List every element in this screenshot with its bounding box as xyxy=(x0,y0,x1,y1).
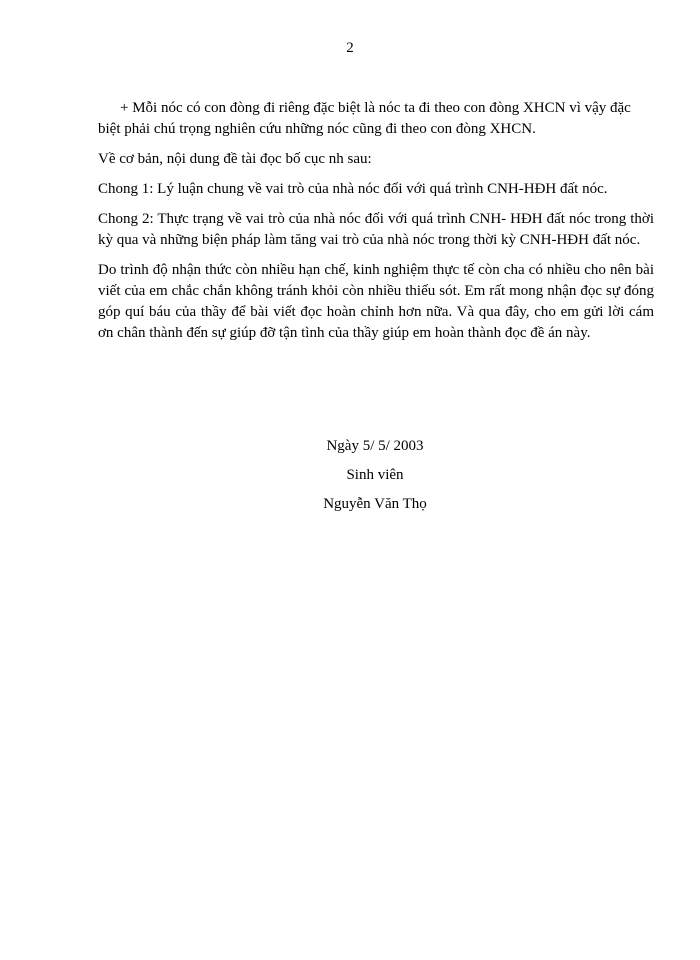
paragraph-chapter-2: Chong 2: Thực trạng về vai trò của nhà nóc đối với quá trình CNH- HĐH đất nóc trong thời kỳ qua và những biện pháp làm tăng vai trò của nhà nóc trong thời kỳ CNH-HĐH đất nóc. xyxy=(98,211,654,248)
paragraph-structure-intro: Về cơ bản, nội dung đề tài đọc bố cục nh sau: xyxy=(98,151,372,167)
signature-role: Sinh viên xyxy=(346,467,404,483)
document-body xyxy=(98,98,654,353)
paragraph-chapter-1: Chong 1: Lý luận chung về vai trò của nhà nóc đối với quá trình CNH-HĐH đất nóc. xyxy=(98,181,608,197)
paragraph-socialist-path: + Mỗi nóc có con đòng đi riêng đặc biệt là nóc ta đi theo con đòng XHCN vì vậy đặc biệt phải chú trọng nghiên cứu những nóc cũng đi theo con đòng XHCN. xyxy=(98,100,631,137)
page-number: 2 xyxy=(346,40,354,56)
signature-date: Ngày 5/ 5/ 2003 xyxy=(326,438,424,454)
signature-block xyxy=(250,432,500,519)
signature-name: Nguyễn Văn Thọ xyxy=(323,496,427,512)
paragraph-acknowledgement: Do trình độ nhận thức còn nhiều hạn chế, kinh nghiệm thực tế còn cha có nhiều cho nên bài viết của em chắc chắn không tránh khỏi còn nhiều thiếu sót. Em rất mong nhận đọc sự đóng góp quí báu của thầy để bài viết đọc hoàn chỉnh hơn nữa. Và qua đây, cho em gửi lời cám ơn chân thành đến sự giúp đỡ tận tình của thầy giúp em hoàn thành đọc đề án này. xyxy=(98,262,654,341)
